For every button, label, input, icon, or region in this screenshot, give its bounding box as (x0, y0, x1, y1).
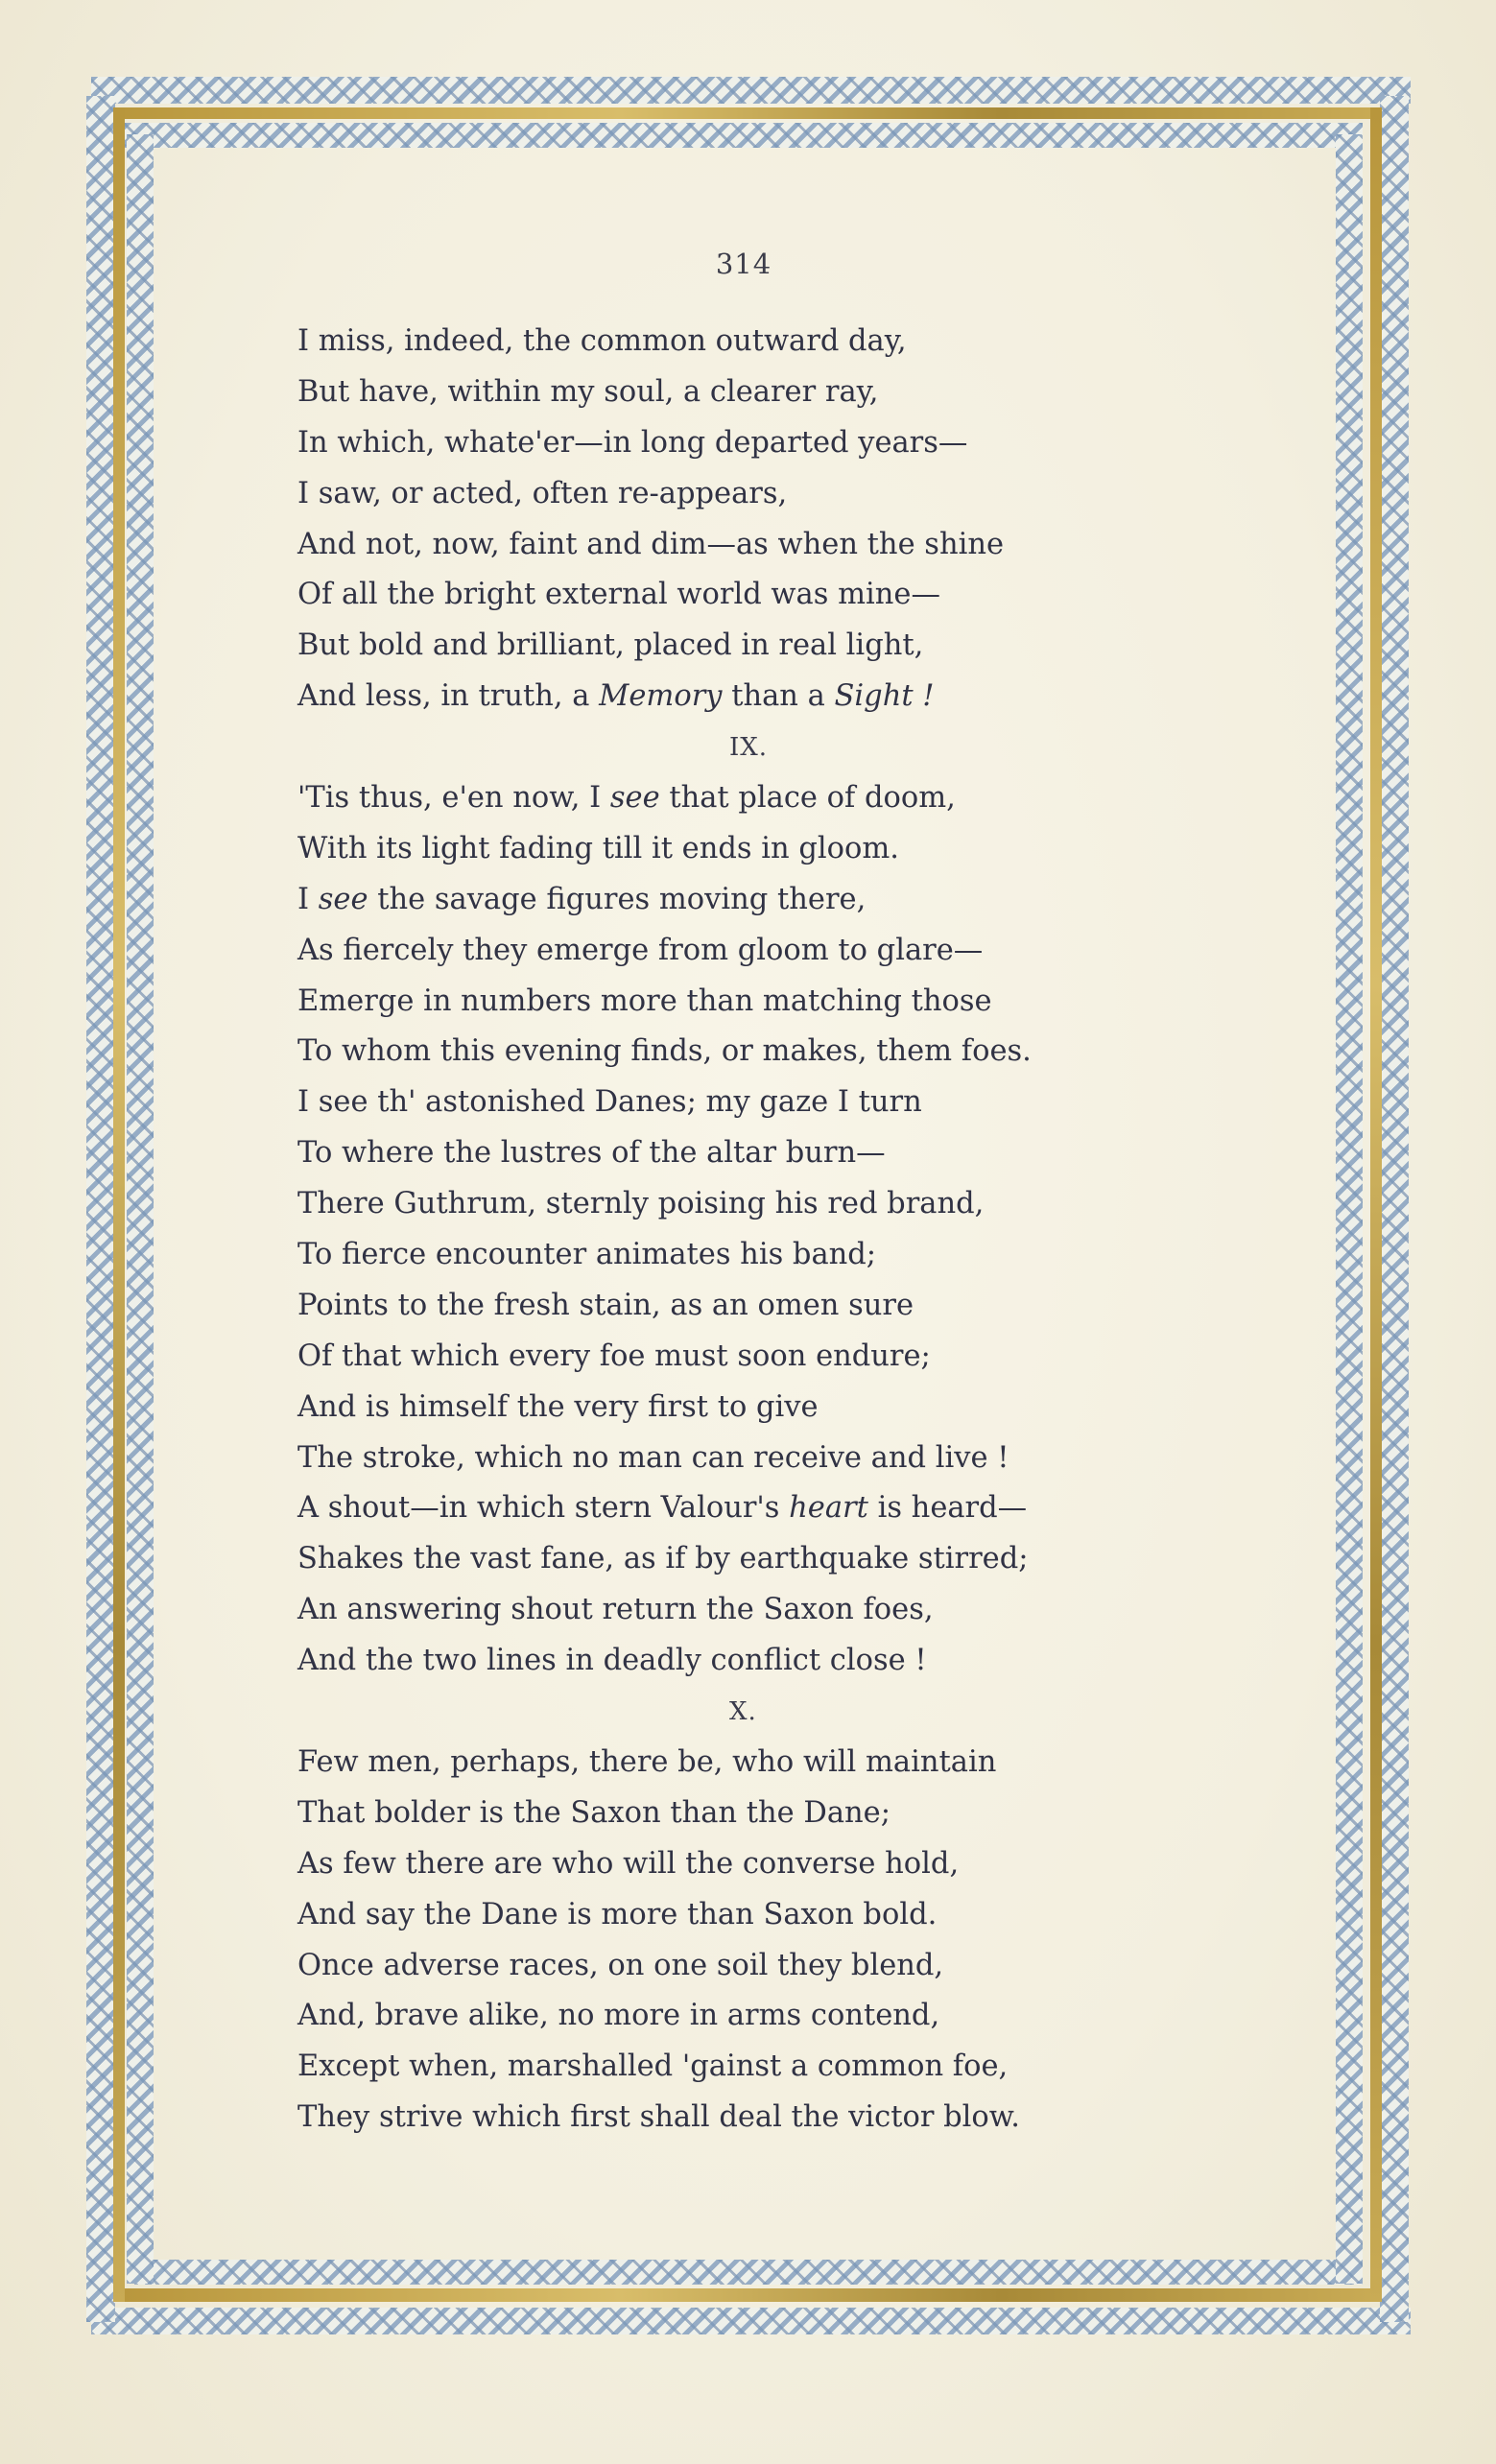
poem-line: I see the savage figures moving there, (297, 882, 867, 916)
poem-line: I miss, indeed, the common outward day, (297, 324, 907, 358)
stanza-numeral: IX. (729, 733, 769, 763)
poem-line: Except when, marshalled 'gainst a common foe, (297, 2049, 1009, 2084)
poem-line: And, brave alike, no more in arms contend, (297, 1999, 940, 2033)
poem-line: Emerge in numbers more than matching those (297, 983, 992, 1018)
page-number: 314 (715, 248, 772, 280)
poem-line: The stroke, which no man can receive and live ! (297, 1440, 1009, 1475)
poem-line: And the two lines in deadly conflict close ! (297, 1644, 927, 1678)
italic-emphasis: see (318, 882, 368, 916)
gold-rule-bottom (113, 2288, 1382, 2302)
text-area (163, 154, 1324, 2245)
poem-line: As few there are who will the converse hold, (297, 1846, 960, 1881)
poem-line: Shakes the vast fane, as if by earthquake stirred; (297, 1542, 1029, 1576)
gold-rule-top (113, 107, 1382, 119)
italic-emphasis: see (609, 781, 660, 816)
stanza-numeral: X. (729, 1697, 757, 1727)
poem-line: A shout—in which stern Valour's heart is heard— (297, 1491, 1028, 1526)
ornamental-border-top (91, 77, 1411, 104)
ornamental-border-right (1380, 96, 1409, 2322)
poem-line: With its light fading till it ends in gloom. (297, 831, 899, 865)
poem-line: To whom this evening finds, or makes, them foes. (297, 1034, 1032, 1069)
poem-line: Few men, perhaps, there be, who will maintain (297, 1744, 997, 1779)
italic-emphasis: Memory (599, 679, 723, 714)
gold-rule-left (113, 107, 125, 2302)
ornamental-border-left (86, 96, 115, 2322)
poem-line: As fiercely they emerge from gloom to glare— (297, 933, 984, 967)
poem-line: And say the Dane is more than Saxon bold. (297, 1897, 938, 1931)
poem-line: And not, now, faint and dim—as when the shine (297, 527, 1005, 561)
gold-rule-right (1370, 107, 1382, 2302)
poem-line: There Guthrum, sternly poising his red brand, (297, 1187, 985, 1221)
ornamental-border-left-inner (127, 134, 154, 2284)
ornamental-border-right-inner (1336, 134, 1363, 2284)
poem-line: They strive which first shall deal the victor blow. (297, 2100, 1020, 2135)
poem-line: That bolder is the Saxon than the Dane; (297, 1795, 891, 1830)
poem-line: But bold and brilliant, placed in real light, (297, 628, 924, 663)
poem-line: And is himself the very first to give (297, 1389, 819, 1424)
poem-line: Once adverse races, on one soil they blend, (297, 1948, 944, 1982)
poem-line: Of all the bright external world was mine— (297, 578, 940, 612)
poem-line: And less, in truth, a Memory than a Sight ! (297, 679, 935, 714)
poem-line: To where the lustres of the altar burn— (297, 1136, 886, 1171)
poem-line: I see th' astonished Danes; my gaze I turn (297, 1085, 922, 1120)
poem-line: But have, within my soul, a clearer ray, (297, 374, 879, 409)
ornamental-border-bottom (91, 2308, 1411, 2334)
poem-line: To fierce encounter animates his band; (297, 1238, 877, 1272)
ornamental-border-bottom-inner (134, 2260, 1363, 2285)
poem-line: In which, whate'er—in long departed years— (297, 425, 968, 460)
poem-line: 'Tis thus, e'en now, I see that place of doom, (297, 781, 956, 816)
poem-line: I saw, or acted, often re-appears, (297, 476, 788, 510)
poem-line: Of that which every foe must soon endure; (297, 1339, 931, 1373)
poem-line: Points to the fresh stain, as an omen sure (297, 1288, 914, 1322)
ornamental-border-top-inner (125, 123, 1363, 148)
italic-emphasis: heart (789, 1491, 868, 1526)
italic-emphasis: Sight ! (834, 679, 935, 714)
poem (297, 317, 1305, 2144)
poem-line: An answering shout return the Saxon foes, (297, 1593, 934, 1627)
